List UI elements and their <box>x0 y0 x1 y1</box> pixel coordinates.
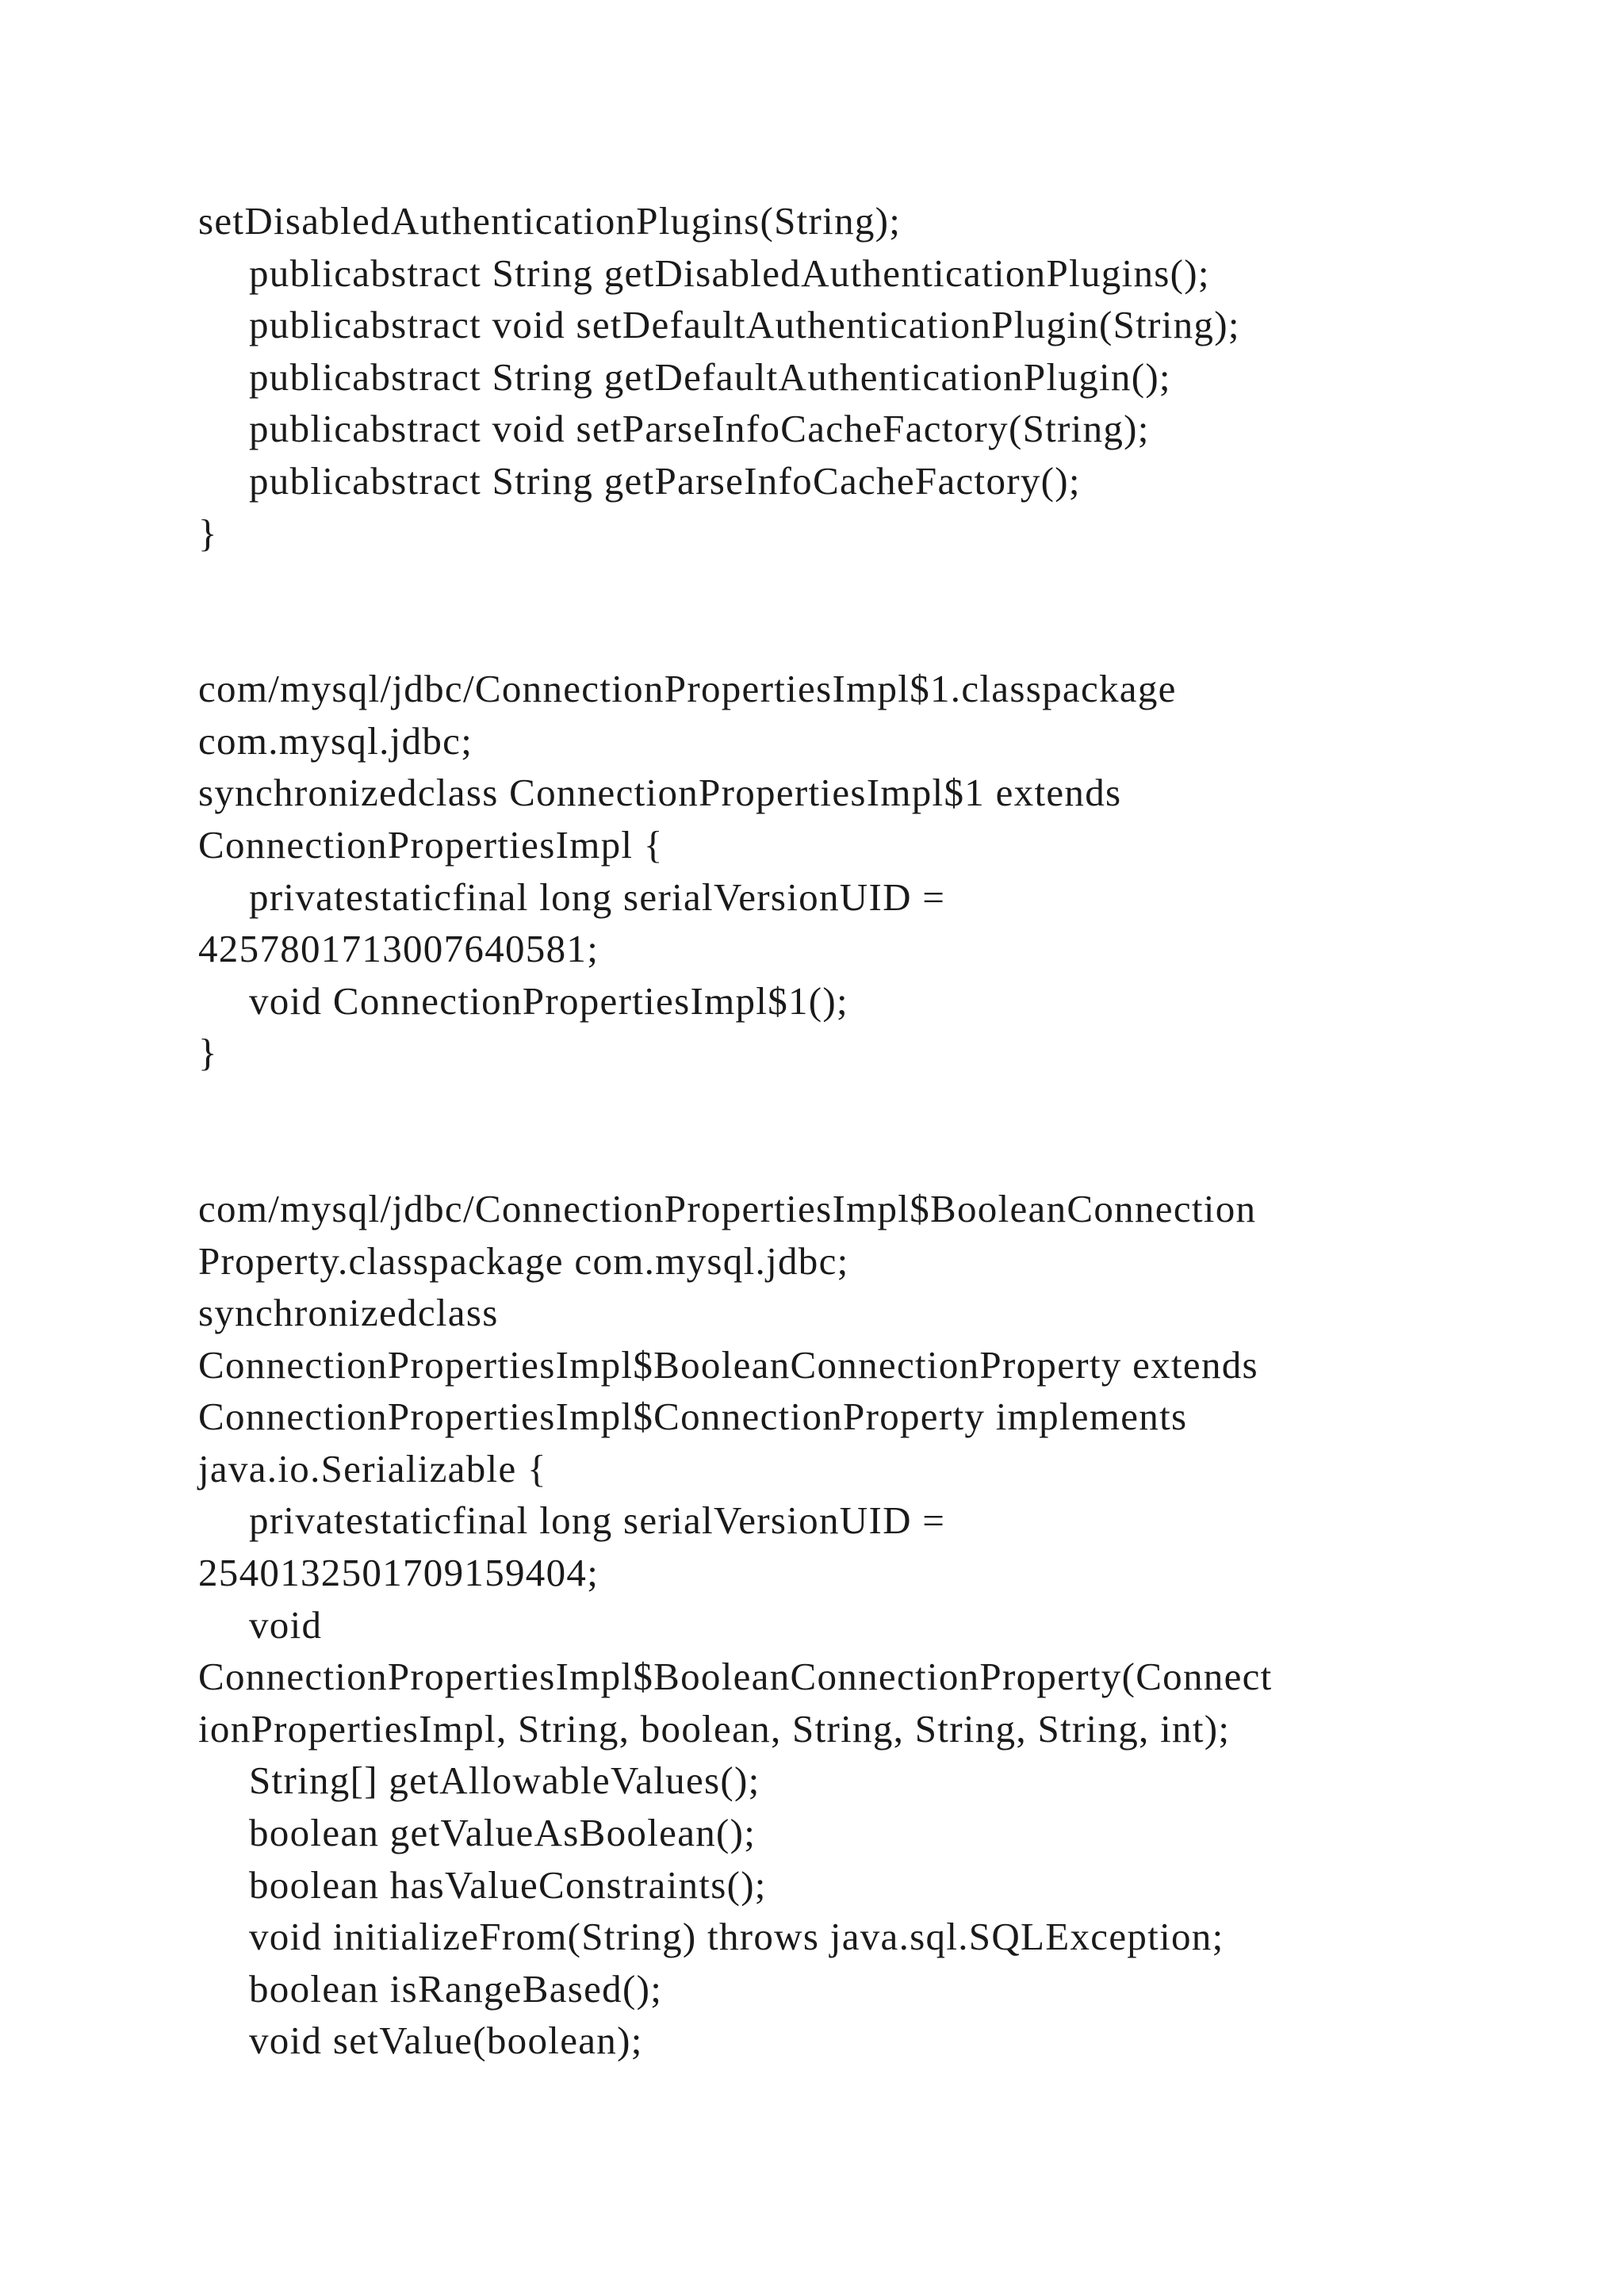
code-section <box>198 195 1483 559</box>
code-line: String[] getAllowableValues(); <box>249 1758 760 1803</box>
code-line: com/mysql/jdbc/ConnectionPropertiesImpl$BooleanConnection <box>198 1186 1257 1230</box>
code-section <box>198 1183 1483 2067</box>
code-line: java.io.Serializable { <box>198 1446 547 1490</box>
code-line: privatestaticfinal long serialVersionUID = <box>249 874 946 919</box>
code-line: 4257801713007640581; <box>198 927 599 971</box>
code-line: publicabstract void setDefaultAuthenticationPlugin(String); <box>249 303 1240 347</box>
code-line: void setValue(boolean); <box>249 2019 643 2063</box>
code-line: synchronizedclass <box>198 1291 499 1335</box>
section-gap <box>198 1079 1483 1183</box>
code-line: Property.classpackage com.mysql.jdbc; <box>198 1238 849 1283</box>
code-line: } <box>198 1031 218 1075</box>
code-line: publicabstract void setParseInfoCacheFactory(String); <box>249 407 1150 451</box>
code-line: publicabstract String getDisabledAuthenticationPlugins(); <box>249 251 1210 295</box>
code-line: publicabstract String getDefaultAuthenticationPlugin(); <box>249 354 1171 399</box>
document-body <box>198 195 1483 2067</box>
section-gap <box>198 559 1483 663</box>
code-line: void ConnectionPropertiesImpl$1(); <box>249 978 848 1023</box>
code-line: boolean getValueAsBoolean(); <box>249 1811 756 1855</box>
code-line: ConnectionPropertiesImpl$BooleanConnectionProperty extends <box>198 1342 1258 1387</box>
code-section <box>198 663 1483 1079</box>
code-line: void initializeFrom(String) throws java.sql.SQLException; <box>249 1915 1224 1959</box>
code-line: com/mysql/jdbc/ConnectionPropertiesImpl$1.classpackage <box>198 667 1177 711</box>
code-line: ConnectionPropertiesImpl { <box>198 822 664 867</box>
code-line: ConnectionPropertiesImpl$ConnectionProperty implements <box>198 1395 1188 1439</box>
code-line: } <box>198 511 218 555</box>
code-line: ionPropertiesImpl, String, boolean, String, String, String, int); <box>198 1706 1231 1751</box>
code-line: com.mysql.jdbc; <box>198 718 473 763</box>
code-line: boolean isRangeBased(); <box>249 1966 663 2011</box>
code-line: publicabstract String getParseInfoCacheFactory(); <box>249 458 1081 503</box>
code-line: void <box>249 1602 323 1647</box>
code-line: privatestaticfinal long serialVersionUID = <box>249 1498 946 1543</box>
code-line: synchronizedclass ConnectionPropertiesImpl$1 extends <box>198 771 1122 815</box>
code-line: setDisabledAuthenticationPlugins(String); <box>198 199 902 243</box>
code-line: boolean hasValueConstraints(); <box>249 1862 767 1907</box>
code-line: 2540132501709159404; <box>198 1551 599 1595</box>
code-line: ConnectionPropertiesImpl$BooleanConnectionProperty(Connect <box>198 1655 1273 1699</box>
